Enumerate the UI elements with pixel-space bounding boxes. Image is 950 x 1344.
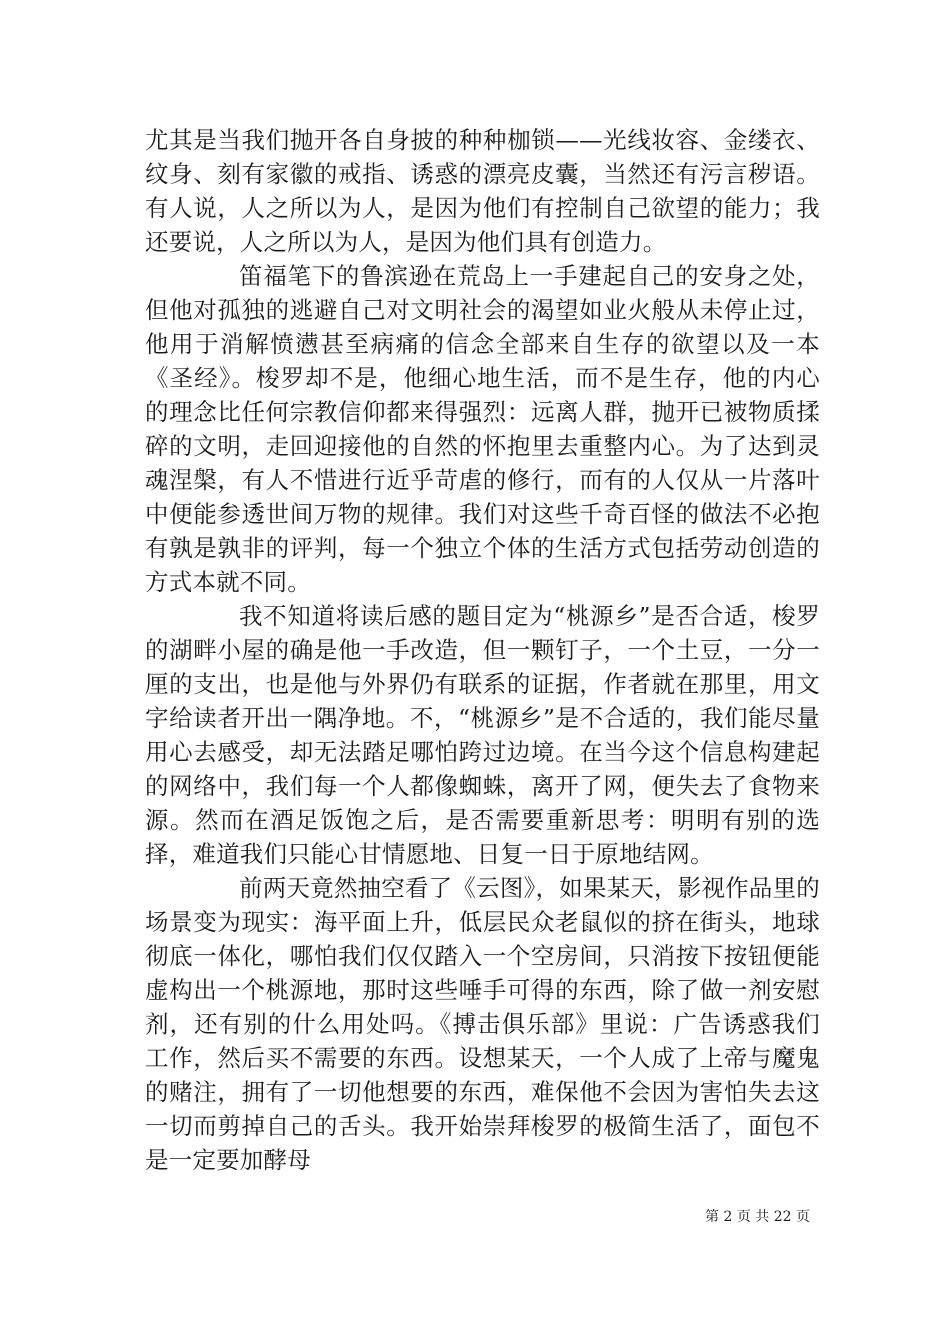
- paragraph-peach-blossom: 我不知道将读后感的题目定为“桃源乡”是否合适，梭罗的湖畔小屋的确是他一手改造，但一颗钉子，一个土豆，一分一厘的支出，也是他与外界仍有联系的证据，作者就在那里，用文字给读者开出一隅净地。不，“桃源乡”是不合适的，我们能尽量用心去感受，却无法踏足哪怕跨过边境。在当今这个信息构建起的网络中，我们每一个人都像蜘蛛，离开了网，便失去了食物来源。然而在酒足饭饱之后，是否需要重新思考：明明有别的选择，难道我们只能心甘情愿地、日复一日于原地结网。: [145, 602, 820, 868]
- paragraph-continued: 尤其是当我们抛开各自身披的种种枷锁——光线妆容、金缕衣、纹身、刻有家徽的戒指、诱惑的漂亮皮囊，当然还有污言秽语。有人说，人之所以为人，是因为他们有控制自己欲望的能力；我还要说，人之所以为人，是因为他们具有创造力。: [145, 126, 820, 256]
- page-number-footer: 第 2 页 共 22 页: [705, 1209, 810, 1225]
- body-text: [145, 123, 820, 1177]
- paragraph-cloud-atlas: 前两天竟然抽空看了《云图》，如果某天，影视作品里的场景变为现实：海平面上升，低层民众老鼠似的挤在街头，地球彻底一体化，哪怕我们仅仅踏入一个空房间，只消按下按钮便能虚构出一个桃源地，那时这些唾手可得的东西，除了做一剂安慰剂，还有别的什么用处吗。《搏击俱乐部》里说：广告诱惑我们工作，然后买不需要的东西。设想某天，一个人成了上帝与魔鬼的赌注，拥有了一切他想要的东西，难保他不会因为害怕失去这一切而剪掉自己的舌头。我开始崇拜梭罗的极简生活了，面包不是一定要加酵母: [145, 874, 820, 1174]
- paragraph-robinson-thoreau: 笛福笔下的鲁滨逊在荒岛上一手建起自己的安身之处，但他对孤独的逃避自己对文明社会的渴望如业火般从未停止过，他用于消解愤懑甚至病痛的信念全部来自生存的欲望以及一本《圣经》。梭罗却不是，他细心地生活，而不是生存，他的内心的理念比任何宗教信仰都来得强烈：远离人群，抛开已被物质揉碎的文明，走回迎接他的自然的怀抱里去重整内心。为了达到灵魂涅槃，有人不惜进行近乎苛虐的修行，而有的人仅从一片落叶中便能参透世间万物的规律。我们对这些千奇百怪的做法不必抱有孰是孰非的评判，每一个独立个体的生活方式包括劳动创造的方式本就不同。: [145, 262, 820, 596]
